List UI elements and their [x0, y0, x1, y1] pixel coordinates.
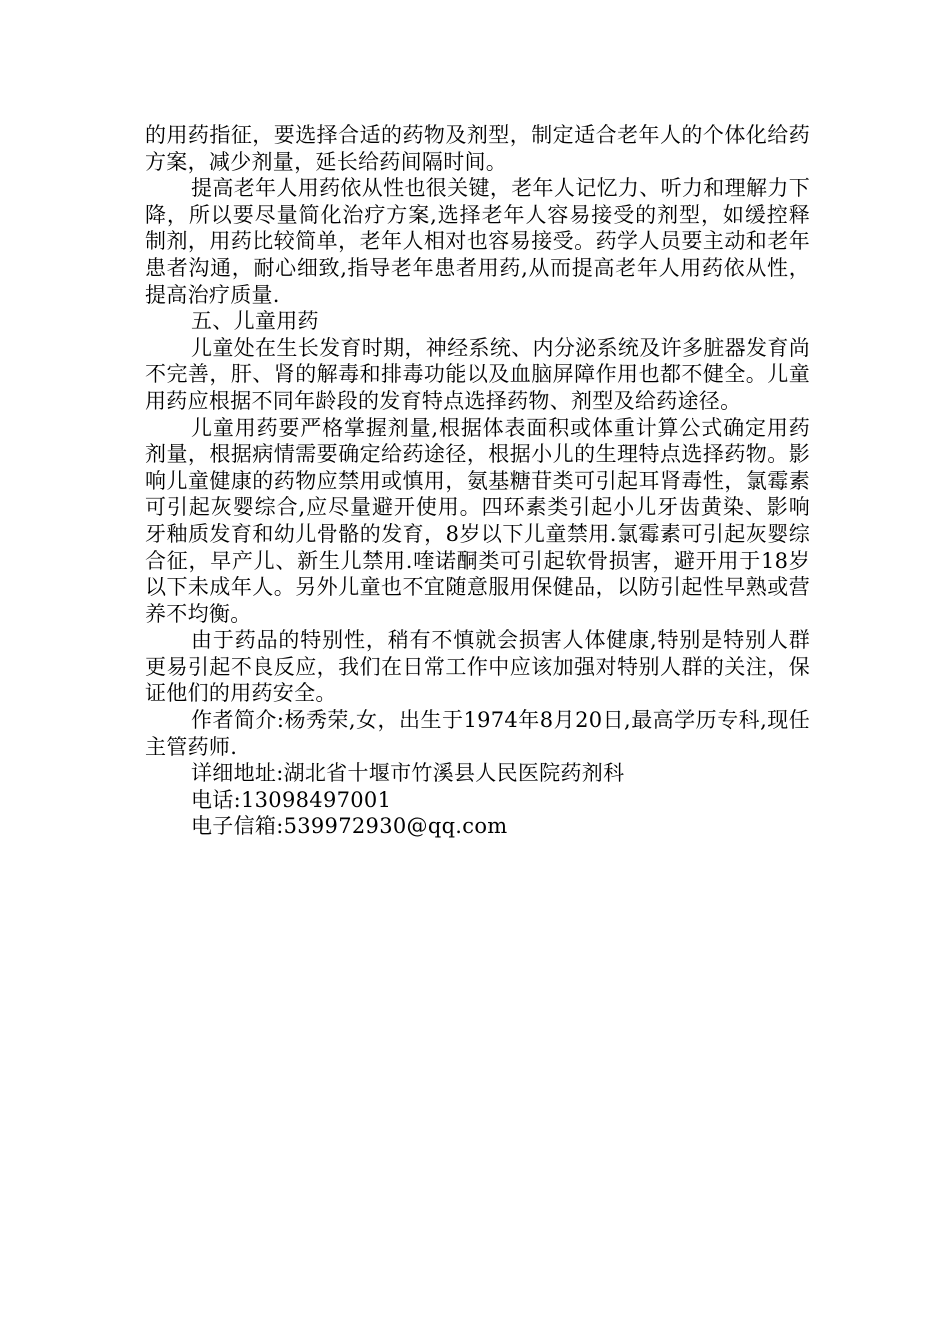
document-body [145, 122, 810, 840]
author-address: 详细地址:湖北省十堰市竹溪县人民医院药剂科 [191, 761, 625, 786]
author-phone: 电话:13098497001 [191, 787, 392, 812]
paragraph-children-dosage: 儿童用药要严格掌握剂量,根据体表面积或体重计算公式确定用药剂量，根据病情需要确定给药途径，根据小儿的生理特点选择药物。影响儿童健康的药物应禁用或慎用，氨基糖苷类可引起耳肾毒性，氯霉素可引起灰婴综合,应尽量避开使用。四环素类引起小儿牙齿黄染、影响牙釉质发育和幼儿骨骼的发育，8岁以下儿童禁用.氯霉素可引起灰婴综合征，早产儿、新生儿禁用.喹诺酮类可引起软骨损害，避开用于18岁以下未成年人。另外儿童也不宜随意服用保健品，以防引起性早熟或营养不均衡。 [145, 415, 810, 626]
paragraph-elderly-dosing-continued: 的用药指征，要选择合适的药物及剂型，制定适合老年人的个体化给药方案，减少剂量，延长给药间隔时间。 [145, 123, 810, 174]
paragraph-children-development: 儿童处在生长发育时期，神经系统、内分泌系统及许多脏器发育尚不完善，肝、肾的解毒和排毒功能以及血脑屏障作用也都不健全。儿童用药应根据不同年龄段的发育特点选择药物、剂型及给药途径。 [145, 335, 810, 413]
paragraph-elderly-compliance: 提高老年人用药依从性也很关键，老年人记忆力、听力和理解力下降，所以要尽量简化治疗方案,选择老年人容易接受的剂型，如缓控释制剂，用药比较简单，老年人相对也容易接受。药学人员要主动和老年患者沟通，耐心细致,指导老年患者用药,从而提高老年人用药依从性，提高治疗质量. [145, 176, 810, 307]
paragraph-conclusion: 由于药品的特别性，稍有不慎就会损害人体健康,特别是特别人群更易引起不良反应，我们在日常工作中应该加强对特别人群的关注，保证他们的用药安全。 [145, 628, 810, 706]
author-email: 电子信箱:539972930@qq.com [191, 814, 508, 839]
section-heading-children: 五、儿童用药 [191, 309, 319, 334]
author-bio: 作者简介:杨秀荣,女，出生于1974年8月20日,最高学历专科,现任主管药师. [145, 708, 810, 759]
